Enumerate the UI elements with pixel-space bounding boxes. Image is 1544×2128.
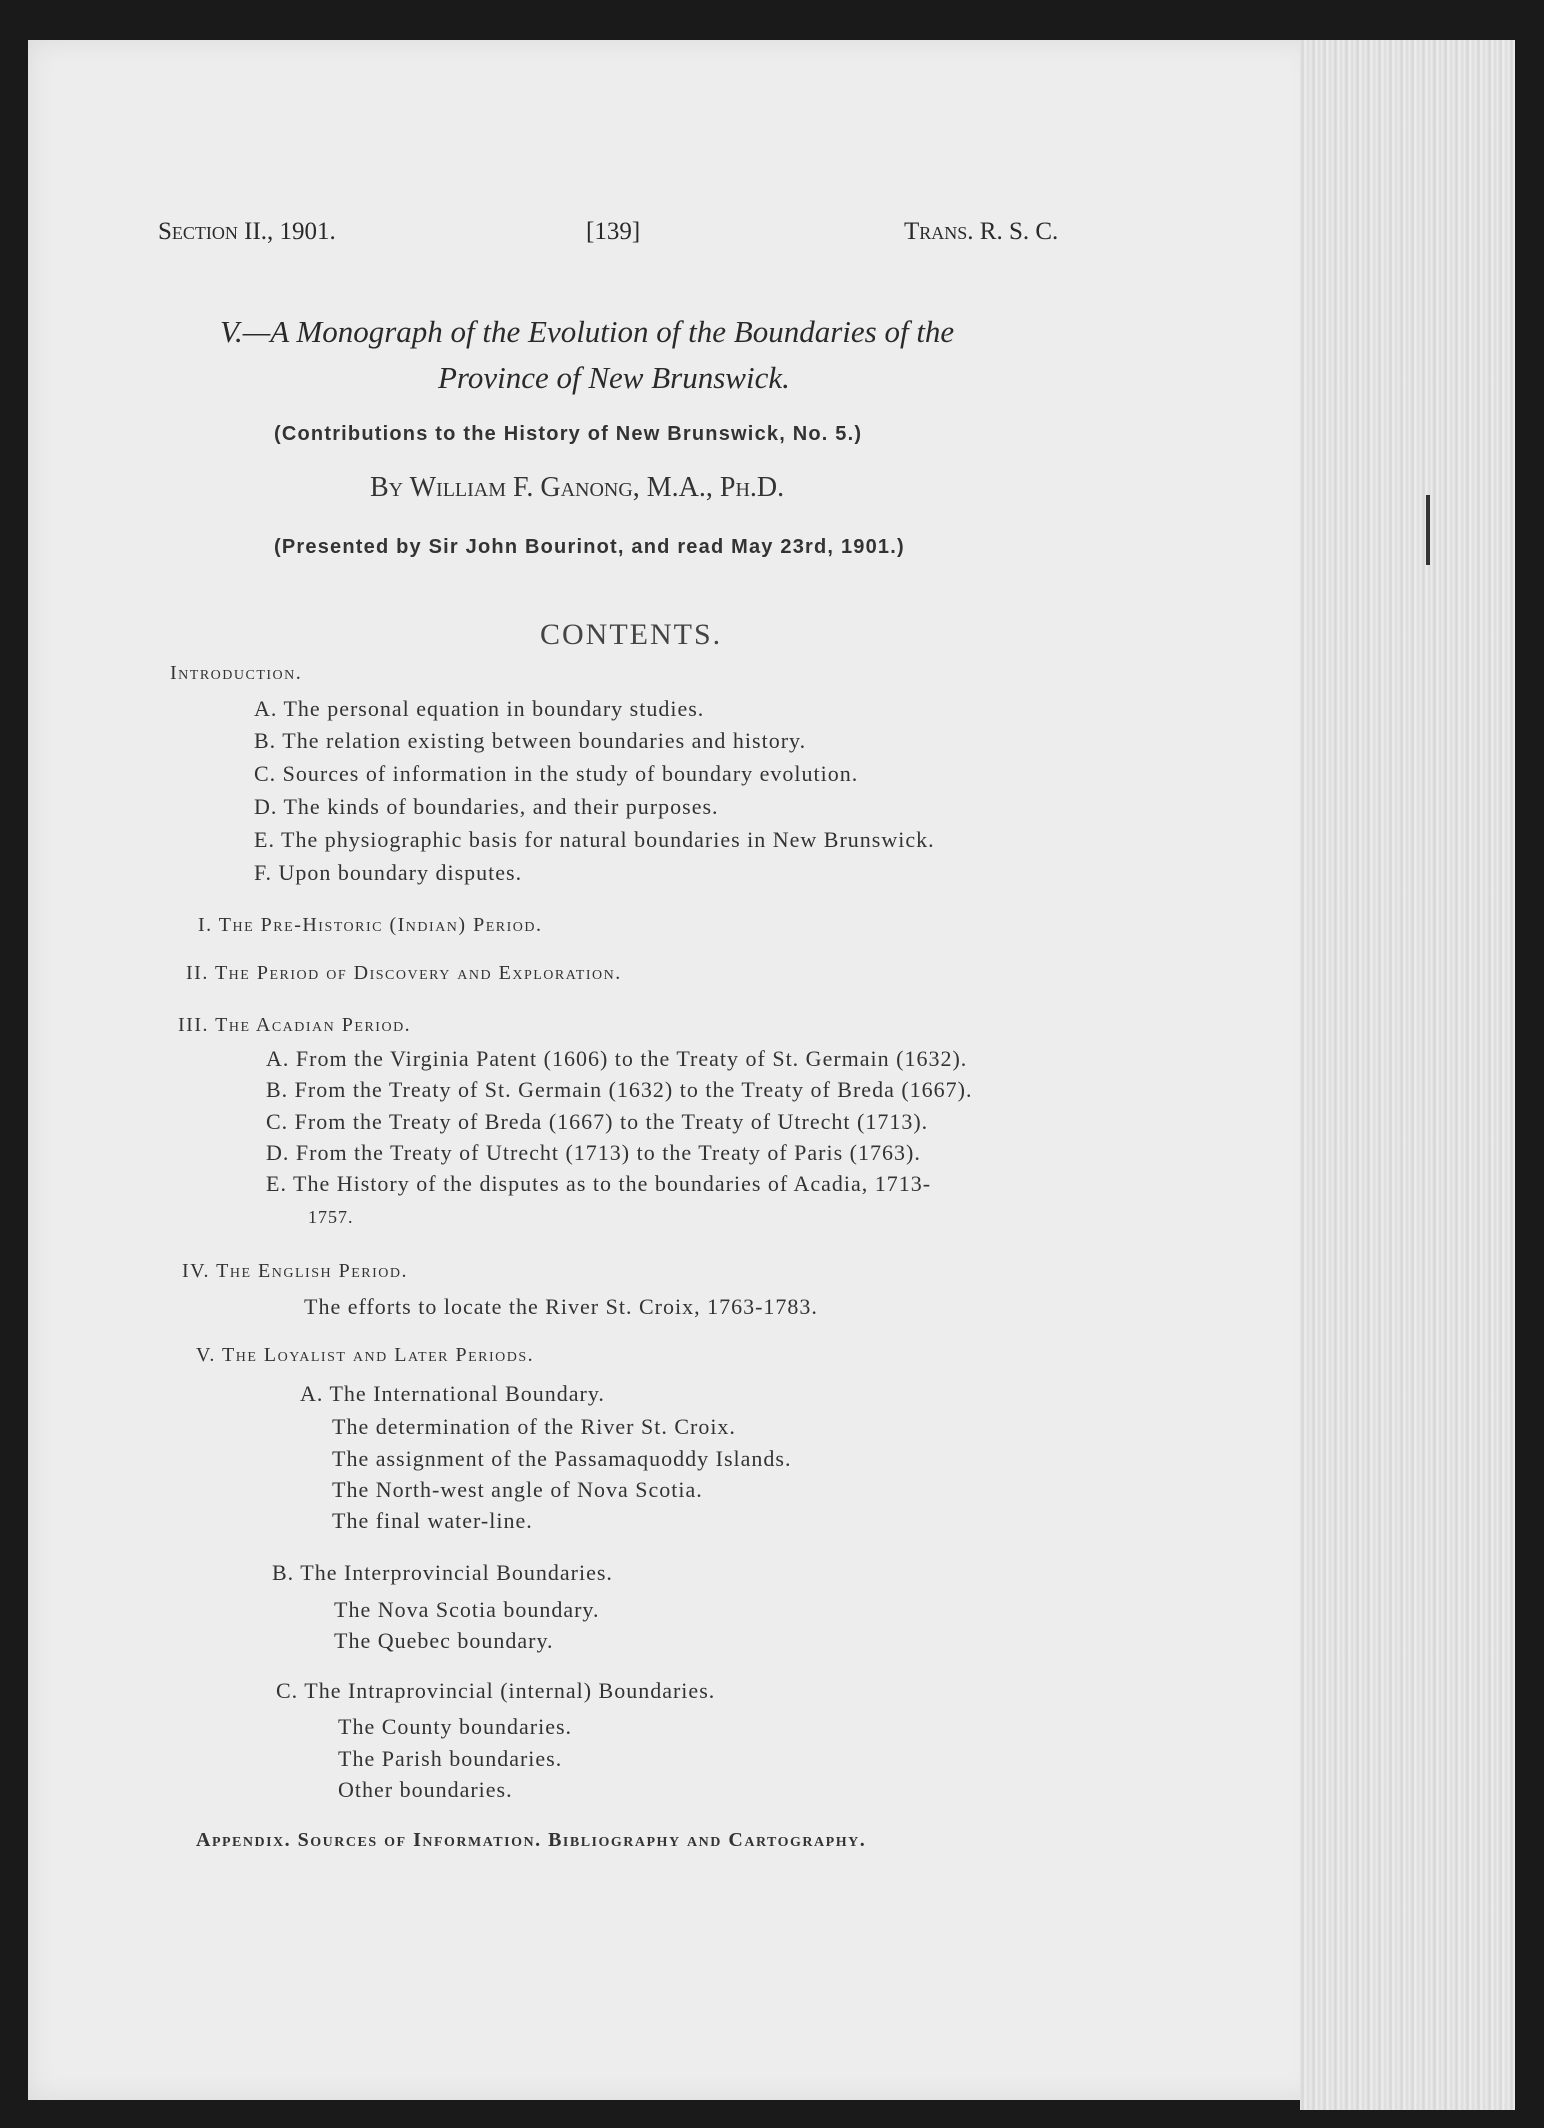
- page-number: [139]: [586, 218, 641, 245]
- running-header-right: Trans. R. S. C.: [904, 218, 1059, 245]
- group-c-item-3: Other boundaries.: [338, 1777, 513, 1802]
- group-a-title: A. The International Boundary.: [300, 1381, 605, 1406]
- group-b-item-2: The Quebec boundary.: [334, 1628, 554, 1653]
- intro-item-f: F. Upon boundary disputes.: [254, 860, 523, 885]
- page-mark: [1426, 495, 1430, 565]
- intro-item-b: B. The relation existing between boundaries and history.: [254, 728, 807, 753]
- intro-item-a: A. The personal equation in boundary studies.: [254, 696, 705, 721]
- group-a-item-4: The final water-line.: [332, 1508, 533, 1533]
- group-a-item-3: The North-west angle of Nova Scotia.: [332, 1477, 703, 1502]
- group-c-title: C. The Intraprovincial (internal) Boundaries.: [276, 1678, 716, 1703]
- article-title-line-1: V.—A Monograph of the Evolution of the Boundaries of the: [220, 314, 955, 349]
- article-subtitle: (Contributions to the History of New Brunswick, No. 5.): [274, 423, 863, 445]
- introduction-title: Introduction.: [170, 662, 303, 684]
- section-3-title: III. The Acadian Period.: [178, 1014, 412, 1036]
- group-c-item-1: The County boundaries.: [338, 1714, 573, 1739]
- section-2-title: II. The Period of Discovery and Exploration.: [186, 962, 622, 984]
- contents-heading: CONTENTS.: [540, 618, 723, 651]
- running-header-left: Section II., 1901.: [158, 218, 336, 245]
- section-3-item-e-continuation: 1757.: [308, 1207, 354, 1227]
- section-3-item-e: E. The History of the disputes as to the boundaries of Acadia, 1713-: [266, 1171, 932, 1196]
- section-4-item: The efforts to locate the River St. Croix, 1763-1783.: [304, 1294, 818, 1319]
- group-b-item-1: The Nova Scotia boundary.: [334, 1597, 600, 1622]
- section-4-title: IV. The English Period.: [182, 1260, 408, 1282]
- background-edge: [1515, 30, 1544, 2128]
- group-a-item-1: The determination of the River St. Croix.: [332, 1414, 736, 1439]
- intro-item-c: C. Sources of information in the study of boundary evolution.: [254, 761, 859, 786]
- group-b-title: B. The Interprovincial Boundaries.: [272, 1560, 613, 1585]
- group-c-item-2: The Parish boundaries.: [338, 1746, 563, 1771]
- section-1-title: I. The Pre-Historic (Indian) Period.: [198, 914, 543, 936]
- article-title-line-2: Province of New Brunswick.: [438, 360, 790, 395]
- group-a-item-2: The assignment of the Passamaquoddy Islands.: [332, 1446, 792, 1471]
- presented-note: (Presented by Sir John Bourinot, and read May 23rd, 1901.): [274, 536, 905, 558]
- appendix-title: Appendix. Sources of Information. Bibliography and Cartography.: [196, 1829, 867, 1851]
- section-5-title: V. The Loyalist and Later Periods.: [196, 1344, 535, 1366]
- page-edges: [1300, 40, 1515, 2110]
- section-3-item-d: D. From the Treaty of Utrecht (1713) to the Treaty of Paris (1763).: [266, 1140, 921, 1165]
- section-3-item-a: A. From the Virginia Patent (1606) to the Treaty of St. Germain (1632).: [266, 1046, 968, 1071]
- author-byline: By William F. Ganong, M.A., Ph.D.: [370, 472, 785, 503]
- section-3-item-c: C. From the Treaty of Breda (1667) to the Treaty of Utrecht (1713).: [266, 1109, 929, 1134]
- intro-item-d: D. The kinds of boundaries, and their purposes.: [254, 794, 719, 819]
- intro-item-e: E. The physiographic basis for natural boundaries in New Brunswick.: [254, 827, 935, 852]
- section-3-item-b: B. From the Treaty of St. Germain (1632) to the Treaty of Breda (1667).: [266, 1077, 973, 1102]
